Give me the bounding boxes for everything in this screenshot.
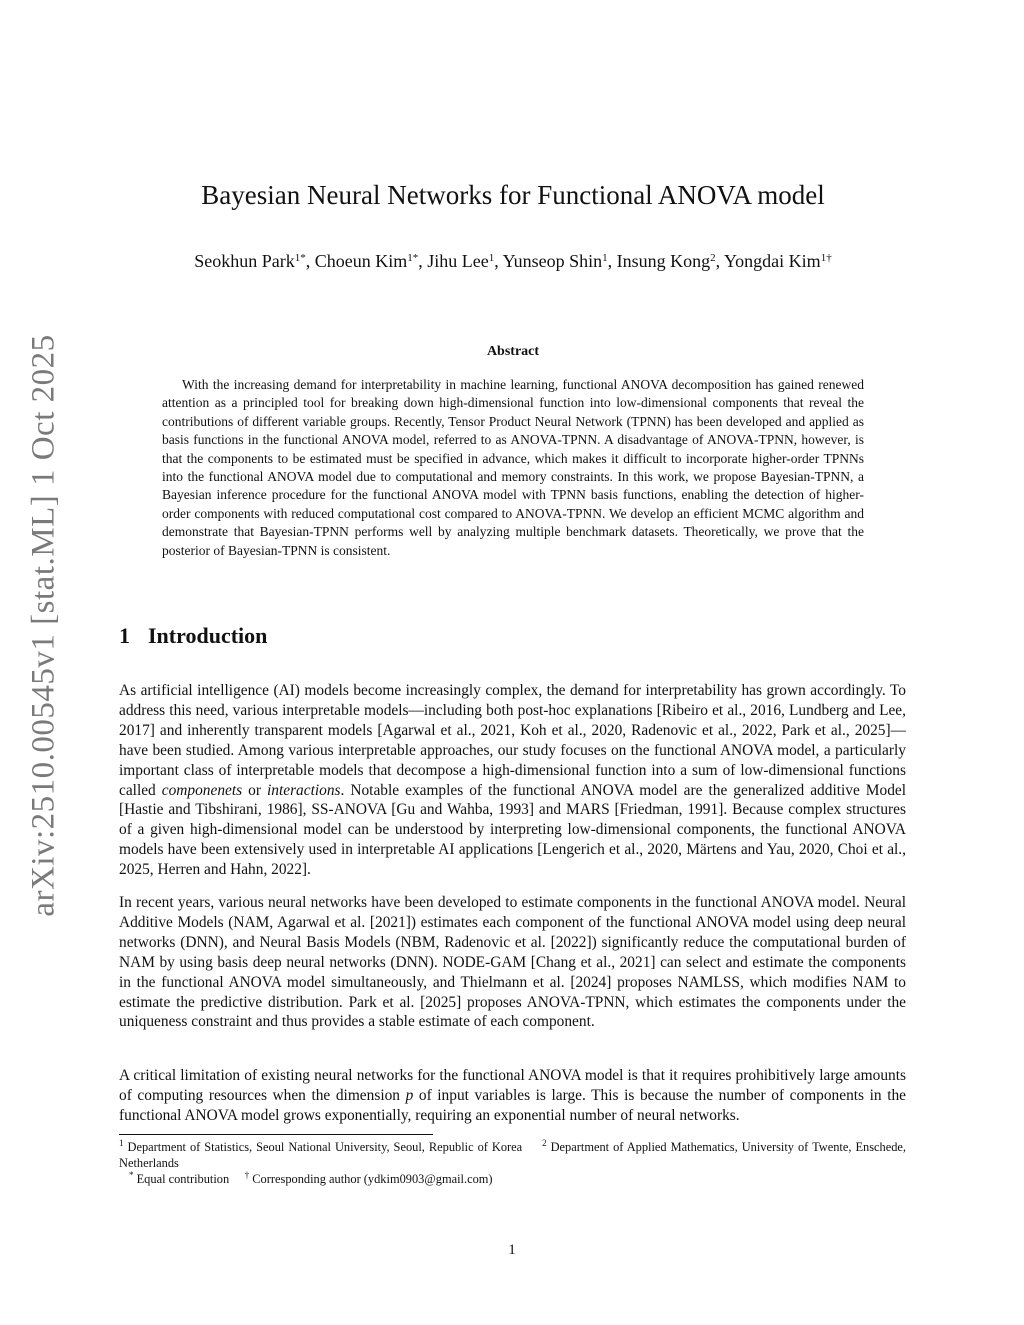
author-affiliation-mark: 1* xyxy=(294,252,306,264)
author-name: Yunseop Shin xyxy=(502,251,603,271)
footnote-mark: 1 xyxy=(119,1138,124,1148)
paragraph-text: of input variables is large. This is because the number of components in the functional ANOVA model grows exponentially, requiring an exponential number of neural networks. xyxy=(119,1086,906,1124)
footnote-affiliation-1 xyxy=(119,1140,522,1154)
footnote-equal-contribution xyxy=(119,1172,229,1186)
footnote-mark: † xyxy=(244,1170,250,1180)
abstract-heading: Abstract xyxy=(486,344,540,359)
author-name: Yongdai Kim xyxy=(723,251,821,271)
footnote-rule xyxy=(119,1134,433,1135)
footnote-text: Corresponding author (ydkim0903@gmail.com) xyxy=(252,1172,493,1186)
paragraph-text: or xyxy=(242,781,267,799)
intro-paragraph-1 xyxy=(119,681,906,880)
author-affiliation-mark: 1 xyxy=(602,252,608,264)
section-heading xyxy=(119,622,267,650)
section-number: 1 xyxy=(119,623,130,648)
intro-paragraph-2: In recent years, various neural networks have been developed to estimate components in the functional ANOVA model. Neural Additive Models (NAM, Agarwal et al. [2021]) estimates each component of the functional ANOVA model using deep neural networks (DNN), and Neural Basis Models (NBM, Radenovic et al. [2022]) significantly reduce the computational burden of NAM by using basis deep neural networks (DNN). NODE-GAM [Chang et al., 2021] can select and estimate the components in the functional ANOVA model simultaneously, and Thielmann et al. [2024] proposes NAMLSS, which modifies NAM to estimate the predictive distribution. Park et al. [2025] proposes ANOVA-TPNN, which estimates the components under the uniqueness constraint and thus provides a stable estimate of each component. xyxy=(119,894,906,1031)
footnotes xyxy=(119,1139,906,1187)
author-affiliation-mark: 1* xyxy=(407,252,419,264)
author-affiliation-mark: 2 xyxy=(710,252,716,264)
footnote-text: Department of Applied Mathematics, University of Twente, Enschede, Netherlands xyxy=(119,1140,907,1170)
footnote-corresponding-author xyxy=(245,1172,493,1186)
emphasis-term: componenets xyxy=(161,781,243,799)
paper-title: Bayesian Neural Networks for Functional ANOVA model xyxy=(201,180,825,210)
page-number: 1 xyxy=(508,1242,516,1258)
footnote-text: Department of Statistics, Seoul National University, Seoul, Republic of Korea xyxy=(127,1140,523,1154)
paragraph-text: A critical limitation of existing neural networks for the functional ANOVA model is that it requires prohibitively large amounts of computing resources when the dimension xyxy=(119,1067,906,1104)
author-name: Jihu Lee xyxy=(427,251,489,271)
author-name: Seokhun Park xyxy=(194,251,295,271)
author-name: Choeun Kim xyxy=(314,251,408,271)
author-affiliation-mark: 1† xyxy=(820,252,832,264)
footnote-text: Equal contribution xyxy=(136,1172,230,1186)
paragraph-text: . Notable examples of the functional ANOVA model are the generalized additive Model [Hastie and Tibshirani, 1986], SS-ANOVA [Gu and Wahba, 1993] and MARS [Friedman, 1991]. Because complex structures of a given high-dimensional model can be understood by interpreting low-dimensional components, the functional ANOVA models have been extensively used in interpretable AI applications [Lengerich et al., 2020, Märtens and Yau, 2020, Choi et al., 2025, Herren and Hahn, 2022]. xyxy=(119,781,906,879)
emphasis-term: interactions xyxy=(266,781,341,799)
section-title: Introduction xyxy=(148,623,268,648)
abstract-text: With the increasing demand for interpretability in machine learning, functional ANOVA decomposition has gained renewed attention as a principled tool for breaking down high-dimensional function into low-dimensional components that reveal the contributions of different variable groups. Recently, Tensor Product Neural Network (TPNN) has been developed and applied as basis functions in the functional ANOVA model, referred to as ANOVA-TPNN. A disadvantage of ANOVA-TPNN, however, is that the components to be estimated must be specified in advance, which makes it difficult to incorporate higher-order TPNNs into the functional ANOVA model due to computational and memory constraints. In this work, we propose Bayesian-TPNN, a Bayesian inference procedure for the functional ANOVA model with TPNN basis functions, enabling the detection of higher-order components with reduced computational cost compared to ANOVA-TPNN. We develop an efficient MCMC algorithm and demonstrate that Bayesian-TPNN performs well by analyzing multiple benchmark datasets. Theoretically, we prove that the posterior of Bayesian-TPNN is consistent. xyxy=(162,377,864,558)
footnote-mark: * xyxy=(129,1170,134,1180)
author-list: Seokhun Park$^{1*}$, Choeun Kim$^{1*}$, Jihu Lee$^1$, Yunseop Shin$^1$, Insung Kong$^2$, Yongdai Kim$^{1\dagger}$ xyxy=(194,251,832,271)
author-affiliation-mark: 1 xyxy=(488,252,495,264)
arxiv-stamp xyxy=(26,270,62,980)
math-variable: p xyxy=(405,1086,414,1104)
intro-paragraph-3 xyxy=(119,1066,906,1126)
author-name: Insung Kong xyxy=(616,251,711,271)
footnote-mark: 2 xyxy=(542,1138,547,1148)
arxiv-stamp-text: arXiv:2510.00545v1 [stat.ML] 1 Oct 2025 xyxy=(25,333,62,917)
paragraph-text: As artificial intelligence (AI) models become increasingly complex, the demand for interpretability has grown accordingly. To address this need, various interpretable models—including both post-hoc explanations [Ribeiro et al., 2016, Lundberg and Lee, 2017] and inherently transparent models [Agarwal et al., 2021, Koh et al., 2020, Radenovic et al., 2022, Park et al., 2025]—have been studied. Among various interpretable approaches, our study focuses on the functional ANOVA model, a particularly important class of interpretable models that decompose a high-dimensional function into a sum of low-dimensional functions called xyxy=(119,682,906,799)
